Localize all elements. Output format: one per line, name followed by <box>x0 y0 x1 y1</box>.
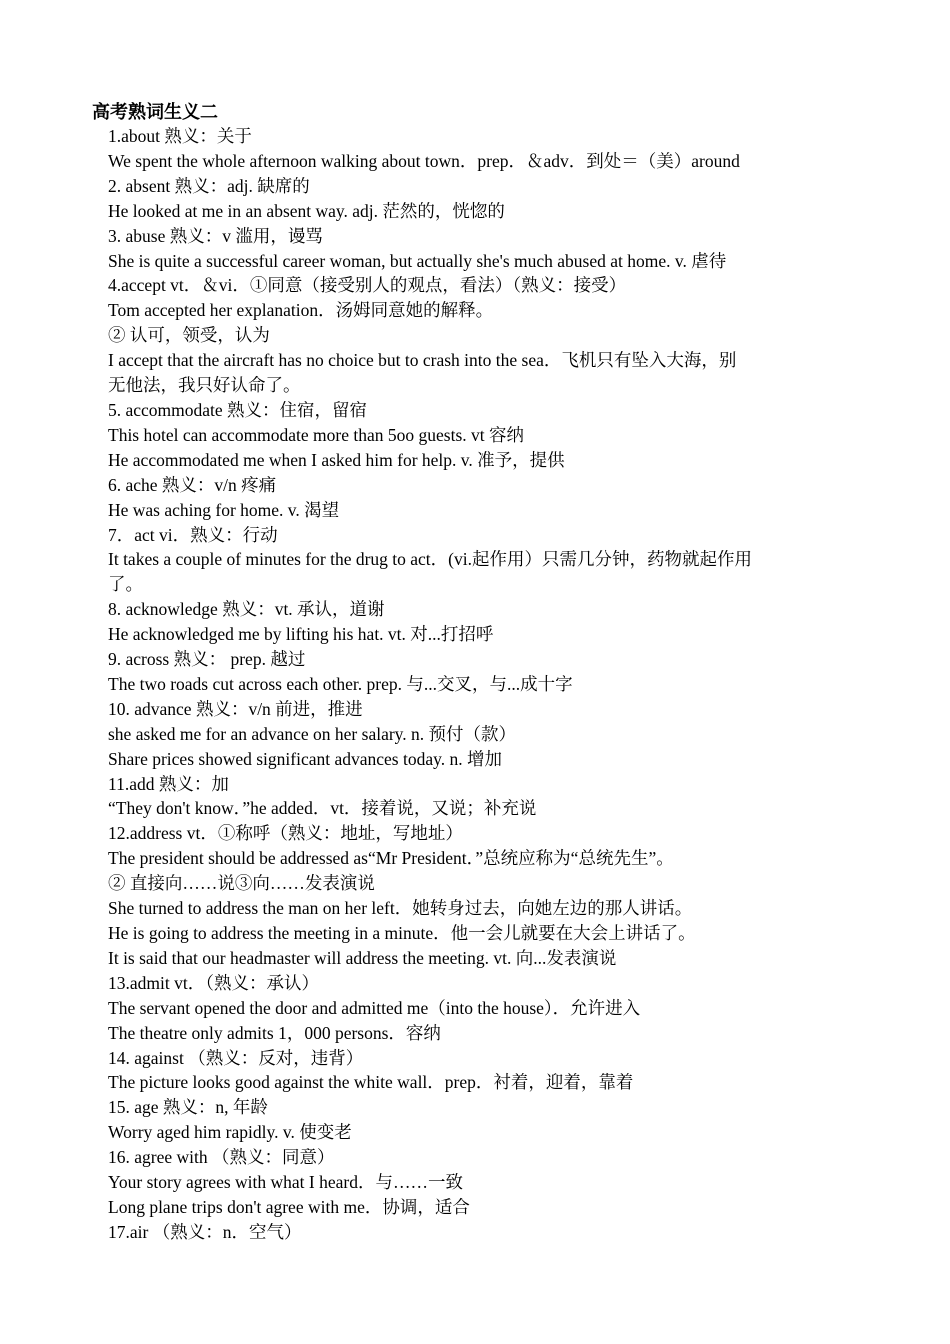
document-title: 高考熟词生义二 <box>92 102 218 122</box>
text-line: 2. absent 熟义：adj. 缺席的 <box>108 175 310 196</box>
text-line: The president should be addressed as“Mr President．”总统应称为“总统先生”。 <box>108 848 674 869</box>
text-line: 4.accept vt．＆vi．①同意（接受别人的观点，看法）（熟义：接受） <box>108 275 627 296</box>
text-line: 15. age 熟义：n, 年龄 <box>108 1097 268 1118</box>
text-line: He was aching for home. v. 渴望 <box>108 499 340 520</box>
text-line: The picture looks good against the white wall．prep．衬着，迎着，靠着 <box>108 1072 634 1093</box>
text-line: “They don't know．”he added．vt．接着说，又说；补充说 <box>108 798 537 819</box>
text-line: 11.add 熟义：加 <box>108 773 229 794</box>
text-line: 1.about 熟义：关于 <box>108 126 252 146</box>
text-line: Long plane trips don't agree with me．协调，适合 <box>108 1196 470 1217</box>
text-line: 14. against （熟义：反对，违背） <box>108 1047 364 1068</box>
text-line: Your story agrees with what I heard．与……一致 <box>108 1172 463 1193</box>
text-line: The servant opened the door and admitted me（into the house）．允许进入 <box>108 997 641 1018</box>
text-line: It is said that our headmaster will address the meeting. vt. 向...发表演说 <box>108 947 617 968</box>
text-line: 了。 <box>108 574 143 595</box>
text-line: 8. acknowledge 熟义：vt. 承认，道谢 <box>108 599 385 620</box>
text-line: 6. ache 熟义：v/n 疼痛 <box>108 474 277 495</box>
text-line: 3. abuse 熟义：v 滥用，谩骂 <box>108 225 323 246</box>
text-line: 17.air （熟义：n．空气） <box>108 1221 302 1242</box>
text-line: 无他法，我只好认命了。 <box>108 375 301 396</box>
text-line: 12.address vt．①称呼（熟义：地址，写地址） <box>108 823 463 844</box>
text-line: Share prices showed significant advances today. n. 增加 <box>108 748 502 769</box>
text-line: This hotel can accommodate more than 5oo guests. vt 容纳 <box>108 424 525 445</box>
text-line: 9. across 熟义： prep. 越过 <box>108 649 306 670</box>
text-line: she asked me for an advance on her salary. n. 预付（款） <box>108 723 517 744</box>
text-line: He is going to address the meeting in a minute．他一会儿就要在大会上讲话了。 <box>108 923 696 943</box>
text-line: She turned to address the man on her left．她转身过去，向她左边的那人讲话。 <box>108 898 693 919</box>
text-line: I accept that the aircraft has no choice but to crash into the sea．飞机只有坠入大海，别 <box>108 350 737 371</box>
text-line: The two roads cut across each other. prep. 与...交叉，与...成十字 <box>108 673 573 694</box>
text-line: Tom accepted her explanation．汤姆同意她的解释。 <box>108 300 494 321</box>
text-line: He acknowledged me by lifting his hat. vt. 对...打招呼 <box>108 624 494 645</box>
text-line: ② 认可，领受，认为 <box>108 325 270 346</box>
text-line: 10. advance 熟义：v/n 前进，推进 <box>108 698 363 719</box>
text-line: He accommodated me when I asked him for help. v. 准予，提供 <box>108 449 565 470</box>
document-body <box>108 124 850 1245</box>
text-line: She is quite a successful career woman, but actually she's much abused at home. v. 虐待 <box>108 250 727 271</box>
text-line: 7．act vi．熟义：行动 <box>108 524 278 545</box>
text-line: The theatre only admits 1，000 persons．容纳 <box>108 1022 441 1043</box>
text-line: 16. agree with （熟义：同意） <box>108 1147 335 1168</box>
text-line: It takes a couple of minutes for the drug to act．(vi.起作用）只需几分钟，药物就起作用 <box>108 549 752 570</box>
text-line: We spent the whole afternoon walking about town．prep．＆adv．到处＝（美）around <box>108 150 740 171</box>
text-line: He looked at me in an absent way. adj. 茫然的，恍惚的 <box>108 200 505 221</box>
text-line: 13.admit vt．（熟义：承认） <box>108 972 319 993</box>
text-line: 5. accommodate 熟义：住宿，留宿 <box>108 399 368 420</box>
text-line: Worry aged him rapidly. v. 使变老 <box>108 1122 352 1143</box>
text-line: ② 直接向……说③向……发表演说 <box>108 873 375 894</box>
